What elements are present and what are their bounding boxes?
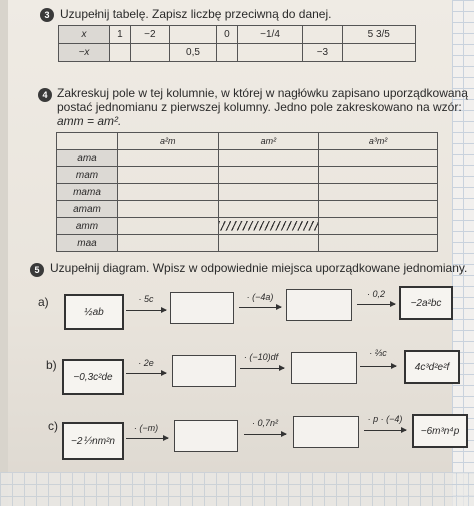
- table-header-cell: a³m²: [319, 133, 438, 150]
- operation-label: · 0,2: [366, 289, 385, 299]
- operation-label: · (−4a): [246, 292, 274, 302]
- answer-box[interactable]: [291, 352, 357, 384]
- table-cell: [169, 26, 216, 44]
- row-label: maa: [57, 235, 118, 252]
- answer-box[interactable]: [286, 289, 352, 321]
- task3-row-neg-x: [59, 44, 416, 62]
- operation-label: · 5c: [138, 294, 154, 304]
- task4-header-row: [57, 133, 438, 150]
- table-row: [57, 167, 438, 184]
- row-label: mama: [57, 184, 118, 201]
- diagram-start-box: [62, 359, 124, 395]
- hatch-cell[interactable]: [218, 235, 319, 252]
- hatch-cell[interactable]: [319, 218, 438, 235]
- hatch-cell[interactable]: [319, 201, 438, 218]
- task3-instruction: Uzupełnij tabelę. Zapisz liczbę przeciwną do danej.: [60, 7, 332, 21]
- table-row: [57, 150, 438, 167]
- start-monomial: ½ab: [84, 306, 104, 318]
- arrow-icon: [357, 304, 395, 305]
- task4-table: [56, 132, 438, 252]
- task-number-badge: 5: [30, 263, 44, 277]
- arrow-icon: [360, 366, 396, 367]
- hatch-cell[interactable]: [118, 167, 219, 184]
- hatch-cell[interactable]: [218, 150, 319, 167]
- table-row: [57, 184, 438, 201]
- arrow-icon: [126, 373, 166, 374]
- table-header-cell: a²m: [118, 133, 219, 150]
- answer-box[interactable]: [293, 416, 359, 448]
- arrow-icon: [126, 438, 168, 439]
- task4-instruction-line1: Zakreskuj pole w tej kolumnie, w której w nagłówku zapisano uporządkowaną: [57, 86, 468, 100]
- task4-example: amm = am².: [57, 114, 122, 128]
- table-cell: 0: [217, 26, 238, 44]
- hatch-cell[interactable]: [319, 235, 438, 252]
- hatch-cell[interactable]: [118, 184, 219, 201]
- task5-instruction: Uzupełnij diagram. Wpisz w odpowiednie miejsca uporządkowane jednomiany.: [50, 261, 468, 275]
- answer-box[interactable]: [172, 355, 236, 387]
- table-cell: −x: [59, 44, 110, 62]
- diagram-end-box: [399, 286, 453, 320]
- row-label: amam: [57, 201, 118, 218]
- table-cell: [303, 26, 342, 44]
- table-cell: x: [59, 26, 110, 44]
- table-cell: 5 3/5: [342, 26, 416, 44]
- answer-cell[interactable]: [110, 44, 131, 62]
- task3-table: [58, 25, 416, 62]
- answer-cell[interactable]: [342, 44, 416, 62]
- start-monomial: −2⅐nm²n: [71, 435, 115, 447]
- operation-label: · (−10)df: [243, 352, 279, 362]
- task-number-badge: 4: [38, 88, 52, 102]
- table-row: [57, 201, 438, 218]
- task4-instruction-line2: postać jednomianu z pierwszej kolumny. Jedno pole zakreskowano na wzór:: [57, 100, 462, 114]
- diagram-row-label: a): [38, 295, 49, 309]
- answer-cell[interactable]: [130, 44, 169, 62]
- diagram-start-box: [62, 422, 124, 460]
- operation-label: · 2e: [138, 358, 154, 368]
- operation-label: · ⅔c: [369, 348, 387, 358]
- operation-label: · p · (−4): [367, 414, 403, 424]
- hatch-cell[interactable]: [319, 167, 438, 184]
- arrow-icon: [244, 434, 286, 435]
- table-header-cell: am²: [218, 133, 319, 150]
- row-label: ama: [57, 150, 118, 167]
- hatch-cell[interactable]: [118, 235, 219, 252]
- task3-row-x: [59, 26, 416, 44]
- hatch-cell[interactable]: [319, 184, 438, 201]
- diagram-row-label: b): [46, 358, 57, 372]
- answer-box[interactable]: [174, 420, 238, 452]
- end-monomial: −6m³n⁴p: [420, 425, 460, 437]
- operation-label: · 0,7n²: [251, 418, 278, 428]
- table-row: [57, 235, 438, 252]
- diagram-row-label: c): [48, 419, 58, 433]
- hatch-cell[interactable]: [218, 201, 319, 218]
- hatch-cell[interactable]: [319, 150, 438, 167]
- diagram-end-box: [412, 414, 468, 448]
- table-row: [57, 218, 438, 235]
- hatch-cell[interactable]: [118, 150, 219, 167]
- answer-cell[interactable]: [217, 44, 238, 62]
- arrow-icon: [364, 430, 406, 431]
- graph-paper-bottom: [0, 472, 474, 506]
- table-cell: −2: [130, 26, 169, 44]
- table-cell: −3: [303, 44, 342, 62]
- operation-label: · (−m): [133, 423, 159, 433]
- row-label: mam: [57, 167, 118, 184]
- hatch-cell[interactable]: [118, 201, 219, 218]
- diagram-end-box: [404, 350, 460, 384]
- answer-box[interactable]: [170, 292, 234, 324]
- end-monomial: −2a²bc: [410, 297, 442, 309]
- diagram-start-box: [64, 294, 124, 330]
- table-cell: 0,5: [169, 44, 216, 62]
- table-header-cell: [57, 133, 118, 150]
- answer-cell[interactable]: [237, 44, 303, 62]
- hatch-cell[interactable]: [218, 167, 319, 184]
- end-monomial: 4c³d²e²f: [414, 361, 450, 373]
- arrow-icon: [126, 310, 166, 311]
- page-edge: [0, 0, 8, 506]
- task-number-badge: 3: [40, 8, 54, 22]
- hatched-example-cell: [218, 218, 319, 235]
- hatch-cell[interactable]: [218, 184, 319, 201]
- hatch-cell[interactable]: [118, 218, 219, 235]
- table-cell: 1: [110, 26, 131, 44]
- arrow-icon: [239, 307, 281, 308]
- table-cell: −1/4: [237, 26, 303, 44]
- start-monomial: −0,3c²de: [73, 371, 113, 383]
- arrow-icon: [240, 368, 284, 369]
- row-label: amm: [57, 218, 118, 235]
